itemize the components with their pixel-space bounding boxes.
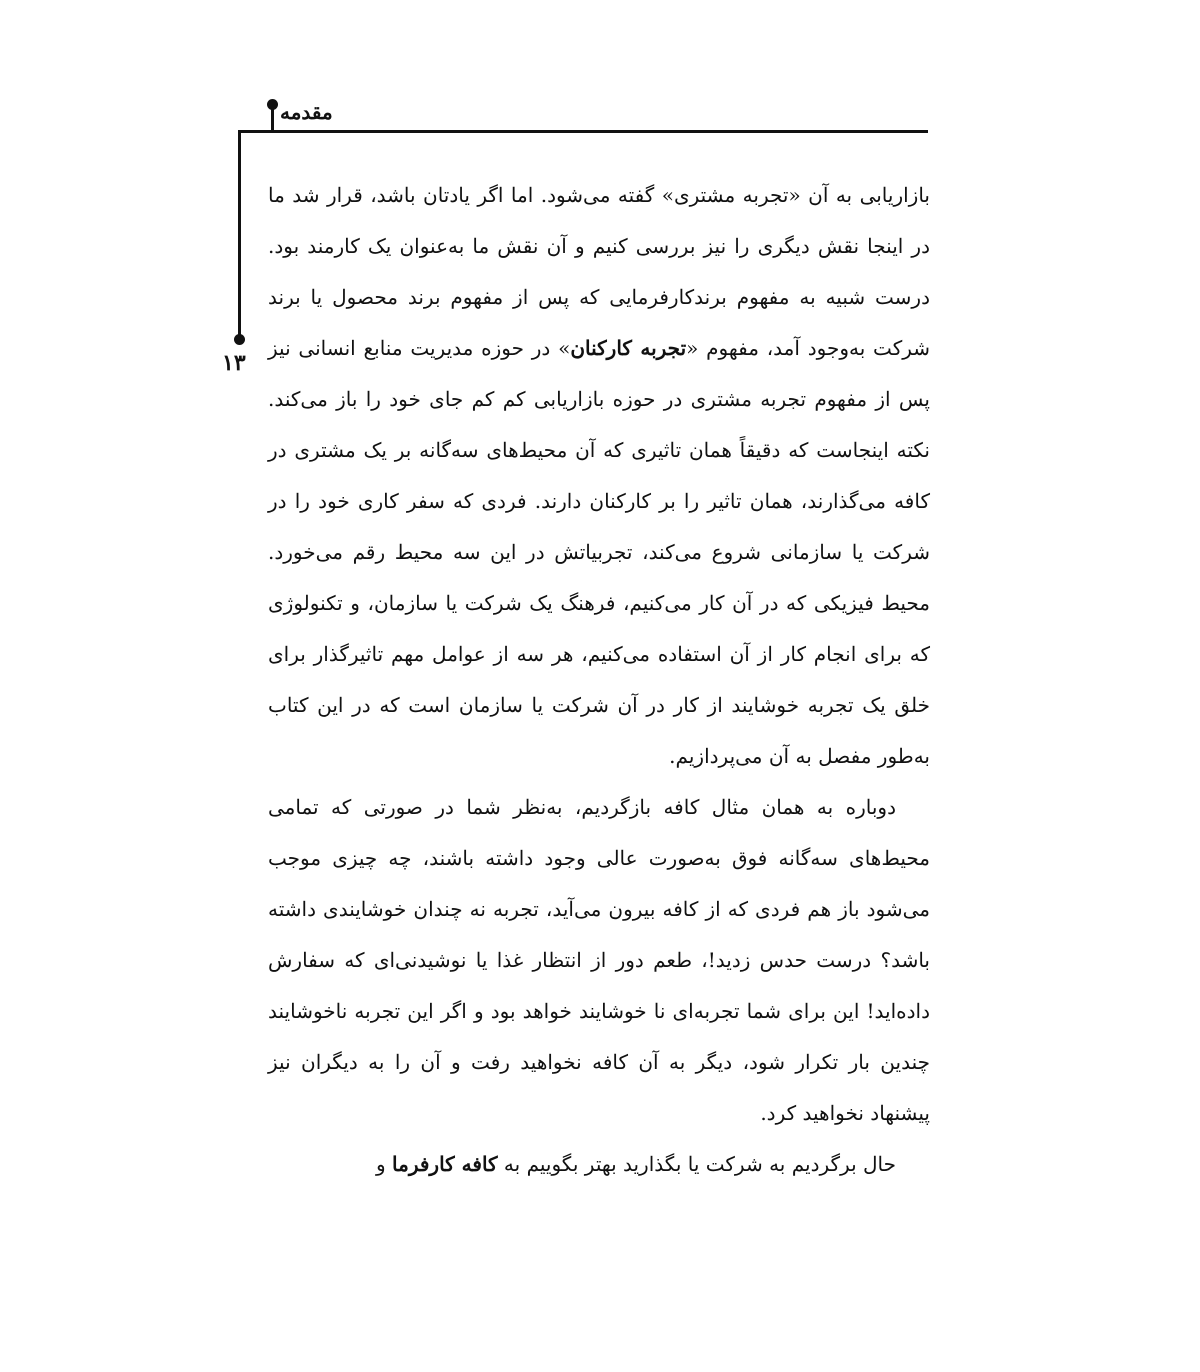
paragraph-3: [268, 1139, 930, 1190]
paragraph-1: [268, 170, 930, 782]
text-segment: و: [376, 1152, 393, 1176]
header-rule: [238, 130, 928, 133]
body-text: [268, 170, 930, 1190]
text-segment: دوباره به همان مثال کافه بازگردیم، به‌نظر شما در صورتی که تمامی محیط‌های سه‌گانه فوق به‌صورت عالی وجود داشته باشند، چه چیزی موجب می‌شود باز هم فردی که از کافه بیرون می‌آید، تجربه نه چندان خوشایندی داشته باشد؟ درست حدس زدید!، طعم دور از انتظار غذا یا نوشیدنی‌ای که سفارش داده‌اید! این برای شما تجربه‌ای نا خوشایند خواهد بود و اگر این تجربه ناخوشایند چندین بار تکرار شود، دیگر به آن کافه نخواهید رفت و آن را به دیگران نیز پیشنهاد نخواهید کرد.: [268, 795, 930, 1125]
chapter-title: مقدمه: [280, 100, 333, 124]
margin-rule: [238, 130, 241, 340]
text-segment: حال برگردیم به شرکت یا بگذارید بهتر بگوییم به: [497, 1152, 896, 1176]
paragraph-2: [268, 782, 930, 1139]
bold-term: تجربه کارکنان: [570, 336, 687, 360]
margin-dot: [234, 334, 245, 345]
header-pin-line: [271, 105, 274, 130]
bold-term: کافه کارفرما: [392, 1152, 498, 1176]
text-segment: » در حوزه مدیریت منابع انسانی نیز پس از مفهوم تجربه مشتری در حوزه بازاریابی کم کم جای خود را باز می‌کند. نکته اینجاست که دقیقاً همان تاثیری که آن محیط‌های سه‌گانه بر یک مشتری در کافه می‌گذارند، همان تاثیر را بر کارکنان دارند. فردی که سفر کاری خود را در شرکت یا سازمانی شروع می‌کند، تجربیاتش در این سه محیط رقم می‌خورد. محیط فیزیکی که در آن کار می‌کنیم، فرهنگ یک شرکت یا سازمان، و تکنولوژی که برای انجام کار از آن استفاده می‌کنیم، هر سه از عوامل مهم تاثیرگذار برای خلق یک تجربه خوشایند از کار در آن شرکت یا سازمان است که در این کتاب به‌طور مفصل به آن می‌پردازیم.: [268, 336, 930, 768]
page-number: ۱۳: [222, 350, 246, 376]
text-segment: بازاریابی به آن «تجربه مشتری» گفته می‌شود. اما اگر یادتان باشد، قرار شد ما در اینجا نقش دیگری را نیز بررسی کنیم و آن نقش ما به‌عنوان یک کارمند بود. درست شبیه به مفهوم برندکارفرمایی که پس از مفهوم برند محصول یا برند شرکت به‌وجود آمد، مفهوم «: [268, 183, 931, 360]
